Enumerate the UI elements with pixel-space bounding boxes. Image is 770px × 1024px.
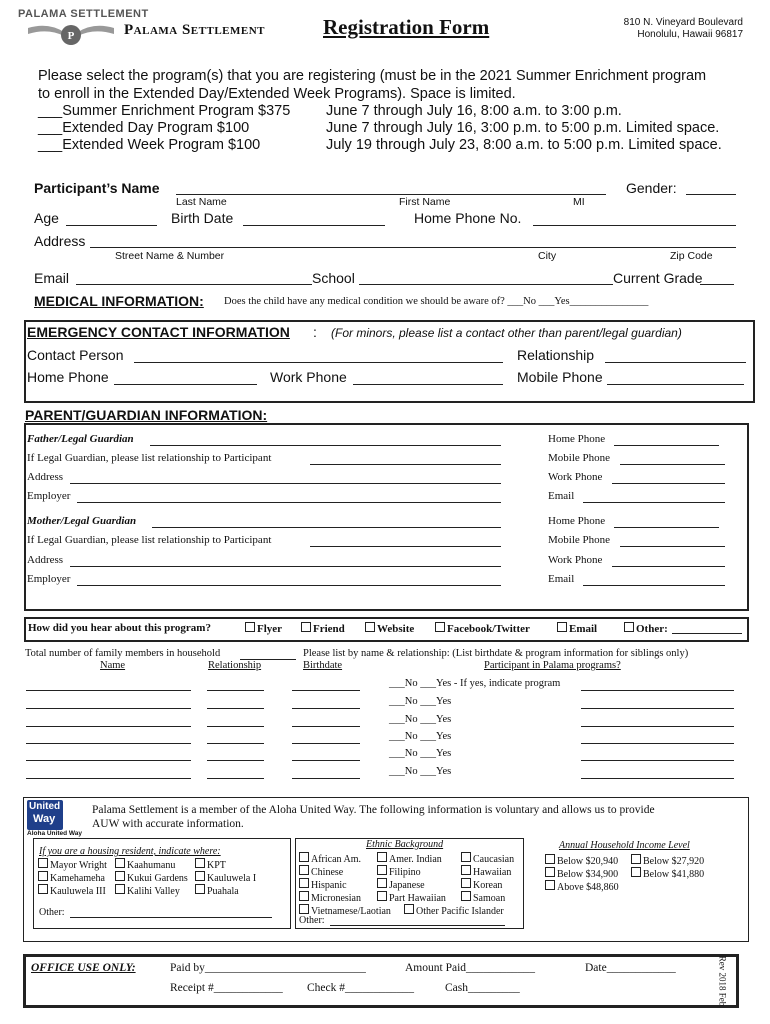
- participant-name-label: Participant’s Name: [34, 180, 160, 196]
- housing-option[interactable]: [38, 858, 107, 871]
- medical-label: MEDICAL INFORMATION:: [34, 293, 204, 309]
- gender-label: Gender:: [626, 180, 677, 196]
- income-option[interactable]: [631, 854, 704, 867]
- checkbox-icon[interactable]: [301, 622, 311, 632]
- checkbox-icon[interactable]: [377, 852, 387, 862]
- housing-other-label: Other:: [39, 907, 65, 918]
- address-line-1: 810 N. Vineyard Boulevard: [623, 17, 743, 28]
- address-line-2: Honolulu, Hawaii 96817: [637, 29, 743, 40]
- emergency-mobile-phone-field[interactable]: [607, 384, 744, 385]
- col-birthdate-header: Birthdate: [303, 660, 343, 671]
- household-total-label: Total number of family members in household: [25, 648, 221, 659]
- housing-option-label: Kaahumanu: [127, 860, 176, 871]
- checkbox-icon[interactable]: [115, 858, 125, 868]
- hear-option-friend[interactable]: [301, 622, 345, 635]
- mother-work-phone-label: Work Phone: [548, 554, 603, 566]
- mother-home-phone-label: Home Phone: [548, 515, 606, 527]
- mother-employer-field[interactable]: [77, 585, 501, 586]
- housing-option[interactable]: [115, 871, 188, 884]
- emergency-home-phone-field[interactable]: [114, 384, 257, 385]
- receipt-field[interactable]: Receipt #____________: [170, 982, 283, 994]
- member-relationship-field[interactable]: [207, 726, 264, 727]
- ethnic-option-label: Micronesian: [311, 893, 361, 904]
- col-relationship-header: Relationship: [208, 660, 262, 671]
- member-relationship-field[interactable]: [207, 743, 264, 744]
- paid-by-field[interactable]: Paid by____________________________: [170, 962, 366, 974]
- housing-option-label: Kamehameha: [50, 873, 105, 884]
- ethnic-option-label: Hispanic: [311, 880, 347, 891]
- home-phone-field[interactable]: [533, 225, 736, 226]
- member-name-field[interactable]: [26, 778, 191, 779]
- checkbox-icon[interactable]: [631, 867, 641, 877]
- mother-home-phone-field[interactable]: [614, 527, 719, 528]
- father-relationship-field[interactable]: [310, 464, 501, 465]
- participant-choice[interactable]: ___No ___Yes - If yes, indicate program: [389, 678, 561, 689]
- auw-text-2: AUW with accurate information.: [92, 818, 244, 830]
- checkbox-icon[interactable]: [195, 858, 205, 868]
- ethnic-option-label: Samoan: [473, 893, 506, 904]
- participant-choice[interactable]: ___No ___Yes: [389, 748, 452, 759]
- mother-mobile-phone-label: Mobile Phone: [548, 534, 611, 546]
- housing-option-label: Kauluwela III: [50, 886, 106, 897]
- program-dates-extended-week: July 19 through July 23, 8:00 a.m. to 5:00 p.m. Limited space.: [326, 137, 722, 153]
- checkbox-icon[interactable]: [461, 891, 471, 901]
- member-name-field[interactable]: [26, 690, 191, 691]
- ethnic-heading: Ethnic Background: [366, 839, 444, 850]
- ethnic-option-label: Part Hawaiian: [389, 893, 446, 904]
- ethnic-option-label: Korean: [473, 880, 503, 891]
- housing-other-field[interactable]: [70, 917, 272, 918]
- ethnic-option[interactable]: [299, 891, 361, 904]
- checkbox-icon[interactable]: [557, 622, 567, 632]
- age-field[interactable]: [66, 225, 157, 226]
- ethnic-option-label: Japanese: [389, 880, 425, 891]
- member-birthdate-field[interactable]: [292, 690, 360, 691]
- ethnic-option[interactable]: [377, 852, 442, 865]
- checkbox-icon[interactable]: [299, 891, 309, 901]
- logo-line-1: United: [29, 801, 61, 812]
- housing-option[interactable]: [115, 858, 175, 871]
- checkbox-icon[interactable]: [461, 852, 471, 862]
- mother-address-label: Address: [27, 554, 64, 566]
- mother-email-field[interactable]: [583, 585, 725, 586]
- org-name: Palama Settlement: [124, 22, 265, 38]
- grade-label: Current Grade: [613, 270, 703, 286]
- email-label: Email: [34, 270, 70, 286]
- participant-choice[interactable]: ___No ___Yes: [389, 696, 452, 707]
- father-employer-label: Employer: [27, 490, 71, 502]
- checkbox-icon[interactable]: [377, 878, 387, 888]
- checkbox-icon[interactable]: [461, 865, 471, 875]
- mother-relationship-label: If Legal Guardian, please list relationship to Participant: [27, 534, 272, 546]
- hear-option-email[interactable]: [557, 622, 597, 635]
- mother-relationship-field[interactable]: [310, 546, 501, 547]
- hear-option-label: Friend: [313, 623, 345, 635]
- hear-other-field[interactable]: [672, 633, 742, 634]
- last-name-caption: Last Name: [176, 196, 227, 208]
- ethnic-option-label: Caucasian: [473, 854, 515, 865]
- ethnic-option-label: Chinese: [311, 867, 344, 878]
- checkbox-icon[interactable]: [461, 878, 471, 888]
- contact-person-field[interactable]: [134, 362, 503, 363]
- ethnic-option-label: Amer. Indian: [389, 854, 442, 865]
- email-field[interactable]: [76, 284, 312, 285]
- member-birthdate-field[interactable]: [292, 778, 360, 779]
- member-birthdate-field[interactable]: [292, 726, 360, 727]
- father-work-phone-field[interactable]: [612, 483, 725, 484]
- programs-intro-1: Please select the program(s) that you are registering (must be in the 2021 Summer Enrichment program: [38, 68, 707, 84]
- school-label: School: [312, 270, 355, 286]
- ethnic-option-label: Vietnamese/Laotian: [311, 906, 391, 917]
- housing-option[interactable]: [195, 871, 256, 884]
- zip-caption: Zip Code: [670, 250, 713, 262]
- income-option[interactable]: [545, 854, 618, 867]
- mother-address-field[interactable]: [70, 566, 501, 567]
- program-field[interactable]: [581, 778, 734, 779]
- ethnic-option[interactable]: [299, 865, 343, 878]
- ethnic-option-label: Filipino: [389, 867, 421, 878]
- age-label: Age: [34, 210, 59, 226]
- father-mobile-phone-label: Mobile Phone: [548, 452, 611, 464]
- participant-choice[interactable]: ___No ___Yes: [389, 731, 452, 742]
- home-phone-label: Home Phone No.: [414, 210, 522, 226]
- checkbox-icon[interactable]: [245, 622, 255, 632]
- cash-field[interactable]: Cash_________: [445, 982, 520, 994]
- school-field[interactable]: [359, 284, 613, 285]
- father-home-phone-field[interactable]: [614, 445, 719, 446]
- housing-option[interactable]: [195, 858, 226, 871]
- checkbox-icon[interactable]: [38, 871, 48, 881]
- income-option-label: Below $34,900: [557, 869, 619, 880]
- program-dates-summer: June 7 through July 16, 8:00 a.m. to 3:00 p.m.: [326, 103, 622, 119]
- logo-line-2: Way: [33, 813, 56, 825]
- checkbox-icon[interactable]: [377, 865, 387, 875]
- city-caption: City: [538, 250, 557, 262]
- auw-text-1: Palama Settlement is a member of the Aloha United Way. The following information is voluntary and allows us to provide: [92, 804, 655, 816]
- housing-heading: If you are a housing resident, indicate where:: [39, 846, 221, 857]
- program-field[interactable]: [581, 743, 734, 744]
- member-relationship-field[interactable]: [207, 690, 264, 691]
- checkbox-icon[interactable]: [38, 884, 48, 894]
- father-relationship-label: If Legal Guardian, please list relationship to Participant: [27, 452, 272, 464]
- housing-option[interactable]: [38, 871, 105, 884]
- logo-caption: Aloha United Way: [27, 830, 83, 837]
- checkbox-icon[interactable]: [435, 622, 445, 632]
- housing-option-label: Kukui Gardens: [127, 873, 188, 884]
- housing-option-label: Puahala: [207, 886, 239, 897]
- ethnic-option[interactable]: [404, 904, 504, 917]
- member-name-field[interactable]: [26, 743, 191, 744]
- col-name-header: Name: [100, 660, 126, 671]
- emergency-colon: :: [313, 324, 317, 340]
- checkbox-icon[interactable]: [404, 904, 414, 914]
- income-option-label: Below $27,920: [643, 856, 705, 867]
- father-email-label: Email: [548, 490, 575, 502]
- relationship-field[interactable]: [605, 362, 746, 363]
- income-option[interactable]: [545, 867, 618, 880]
- checkbox-icon[interactable]: [299, 865, 309, 875]
- housing-option-label: Mayor Wright: [50, 860, 107, 871]
- father-employer-field[interactable]: [77, 502, 501, 503]
- ethnic-option[interactable]: [377, 891, 446, 904]
- emergency-note: (For minors, please list a contact other than parent/legal guardian): [331, 326, 682, 340]
- ethnic-option-label: Hawaiian: [473, 867, 512, 878]
- mother-name-field[interactable]: [152, 527, 501, 528]
- palama-logo: [18, 8, 149, 48]
- checkbox-icon[interactable]: [299, 878, 309, 888]
- checkbox-icon[interactable]: [624, 622, 634, 632]
- member-name-field[interactable]: [26, 708, 191, 709]
- date-field[interactable]: Date____________: [585, 962, 676, 974]
- income-option-label: Above $48,860: [557, 882, 619, 893]
- housing-option[interactable]: [38, 884, 106, 897]
- ethnic-option[interactable]: [461, 865, 511, 878]
- mi-caption: MI: [573, 196, 585, 208]
- hear-option-other[interactable]: [624, 622, 668, 635]
- col-participant-header: Participant in Palama programs?: [484, 660, 621, 671]
- checkbox-icon[interactable]: [545, 880, 555, 890]
- checkbox-icon[interactable]: [299, 852, 309, 862]
- checkbox-icon[interactable]: [195, 884, 205, 894]
- hear-option-label: Other:: [636, 623, 668, 635]
- checkbox-icon[interactable]: [545, 854, 555, 864]
- mother-mobile-phone-field[interactable]: [620, 546, 725, 547]
- father-mobile-phone-field[interactable]: [620, 464, 725, 465]
- father-email-field[interactable]: [583, 502, 725, 503]
- member-relationship-field[interactable]: [207, 760, 264, 761]
- ethnic-other-field[interactable]: [330, 925, 505, 926]
- checkbox-icon[interactable]: [115, 884, 125, 894]
- father-work-phone-label: Work Phone: [548, 471, 603, 483]
- united-way-logo: [27, 800, 63, 830]
- checkbox-icon[interactable]: [195, 871, 205, 881]
- income-option-label: Below $41,880: [643, 869, 705, 880]
- housing-option[interactable]: [195, 884, 239, 897]
- emergency-home-phone-label: Home Phone: [27, 369, 109, 385]
- mother-employer-label: Employer: [27, 573, 71, 585]
- father-address-field[interactable]: [70, 483, 501, 484]
- hear-option-flyer[interactable]: [245, 622, 282, 635]
- checkbox-icon[interactable]: [377, 891, 387, 901]
- checkbox-icon[interactable]: [545, 867, 555, 877]
- program-field[interactable]: [581, 708, 734, 709]
- mother-label: Mother/Legal Guardian: [27, 515, 137, 527]
- member-relationship-field[interactable]: [207, 778, 264, 779]
- ethnic-option[interactable]: [377, 878, 425, 891]
- household-list-label: Please list by name & relationship: (List birthdate & program information for siblings only): [303, 648, 689, 659]
- member-birthdate-field[interactable]: [292, 760, 360, 761]
- form-title: Registration Form: [323, 15, 490, 39]
- ethnic-option-label: African Am.: [311, 854, 361, 865]
- address-field[interactable]: [90, 247, 736, 248]
- housing-option[interactable]: [115, 884, 180, 897]
- income-option-label: Below $20,940: [557, 856, 619, 867]
- housing-option-label: KPT: [207, 860, 226, 871]
- housing-option-label: Kalihi Valley: [127, 886, 180, 897]
- ethnic-option[interactable]: [461, 852, 514, 865]
- revision-label: Rev 2018 Feb: [717, 955, 728, 1007]
- emergency-mobile-phone-label: Mobile Phone: [517, 369, 603, 385]
- office-label: OFFICE USE ONLY:: [31, 962, 136, 974]
- father-label: Father/Legal Guardian: [27, 433, 134, 445]
- member-name-field[interactable]: [26, 726, 191, 727]
- hear-option-website[interactable]: [365, 622, 414, 635]
- logo-text: PALAMA SETTLEMENT: [18, 8, 149, 20]
- program-field[interactable]: [581, 760, 734, 761]
- ethnic-option[interactable]: [461, 878, 502, 891]
- hear-option-label: Email: [569, 623, 598, 635]
- hear-option-label: Flyer: [257, 623, 283, 635]
- amount-paid-field[interactable]: Amount Paid____________: [405, 962, 536, 974]
- program-option-extended-day[interactable]: ___Extended Day Program $100: [38, 120, 250, 136]
- income-option[interactable]: [631, 867, 704, 880]
- ethnic-option[interactable]: [299, 852, 361, 865]
- program-field[interactable]: [581, 726, 734, 727]
- hear-option-facebook[interactable]: [435, 622, 530, 635]
- programs-intro-2: to enroll in the Extended Day/Extended Week Programs). Space is limited.: [38, 86, 516, 102]
- checkbox-icon[interactable]: [38, 858, 48, 868]
- participant-choice[interactable]: ___No ___Yes: [389, 766, 452, 777]
- contact-person-label: Contact Person: [27, 347, 124, 363]
- income-heading: Annual Household Income Level: [559, 840, 690, 851]
- program-field[interactable]: [581, 690, 734, 691]
- first-name-caption: First Name: [399, 196, 451, 208]
- ethnic-option[interactable]: [299, 878, 347, 891]
- ethnic-option[interactable]: [377, 865, 421, 878]
- mother-work-phone-field[interactable]: [612, 566, 725, 567]
- program-option-summer[interactable]: ___Summer Enrichment Program $375: [38, 103, 291, 119]
- address-label: Address: [34, 233, 86, 249]
- relationship-label: Relationship: [517, 347, 595, 363]
- income-option[interactable]: [545, 880, 619, 893]
- father-home-phone-label: Home Phone: [548, 433, 606, 445]
- svg-text:P: P: [67, 30, 75, 42]
- mother-email-label: Email: [548, 573, 575, 585]
- parent-heading: PARENT/GUARDIAN INFORMATION:: [25, 407, 268, 423]
- program-option-extended-week[interactable]: ___Extended Week Program $100: [38, 137, 261, 153]
- checkbox-icon[interactable]: [299, 904, 309, 914]
- checkbox-icon[interactable]: [631, 854, 641, 864]
- hear-option-label: Facebook/Twitter: [447, 623, 530, 635]
- medical-question[interactable]: Does the child have any medical condition we should be aware of? ___No ___Yes_______________: [224, 296, 649, 307]
- ethnic-other-label: Other:: [299, 915, 325, 926]
- ethnic-option[interactable]: [461, 891, 505, 904]
- checkbox-icon[interactable]: [115, 871, 125, 881]
- hear-option-label: Website: [377, 623, 415, 635]
- emergency-work-phone-label: Work Phone: [270, 369, 347, 385]
- member-name-field[interactable]: [26, 760, 191, 761]
- member-birthdate-field[interactable]: [292, 708, 360, 709]
- program-dates-extended-day: June 7 through July 16, 3:00 p.m. to 5:00 p.m. Limited space.: [326, 120, 720, 136]
- checkbox-icon[interactable]: [365, 622, 375, 632]
- member-birthdate-field[interactable]: [292, 743, 360, 744]
- father-name-field[interactable]: [150, 445, 501, 446]
- participant-choice[interactable]: ___No ___Yes: [389, 714, 452, 725]
- check-field[interactable]: Check #____________: [307, 982, 415, 994]
- member-relationship-field[interactable]: [207, 708, 264, 709]
- emergency-heading: EMERGENCY CONTACT INFORMATION: [27, 324, 290, 340]
- birth-date-label: Birth Date: [171, 210, 234, 226]
- emergency-work-phone-field[interactable]: [353, 384, 503, 385]
- grade-field[interactable]: [700, 284, 734, 285]
- gender-field[interactable]: [686, 194, 736, 195]
- housing-option-label: Kauluwela I: [207, 873, 257, 884]
- ethnic-option-label: Other Pacific Islander: [416, 906, 504, 917]
- hear-question: How did you hear about this program?: [28, 622, 211, 634]
- birth-date-field[interactable]: [243, 225, 385, 226]
- participant-name-field[interactable]: [176, 194, 606, 195]
- street-caption: Street Name & Number: [115, 250, 225, 262]
- father-address-label: Address: [27, 471, 64, 483]
